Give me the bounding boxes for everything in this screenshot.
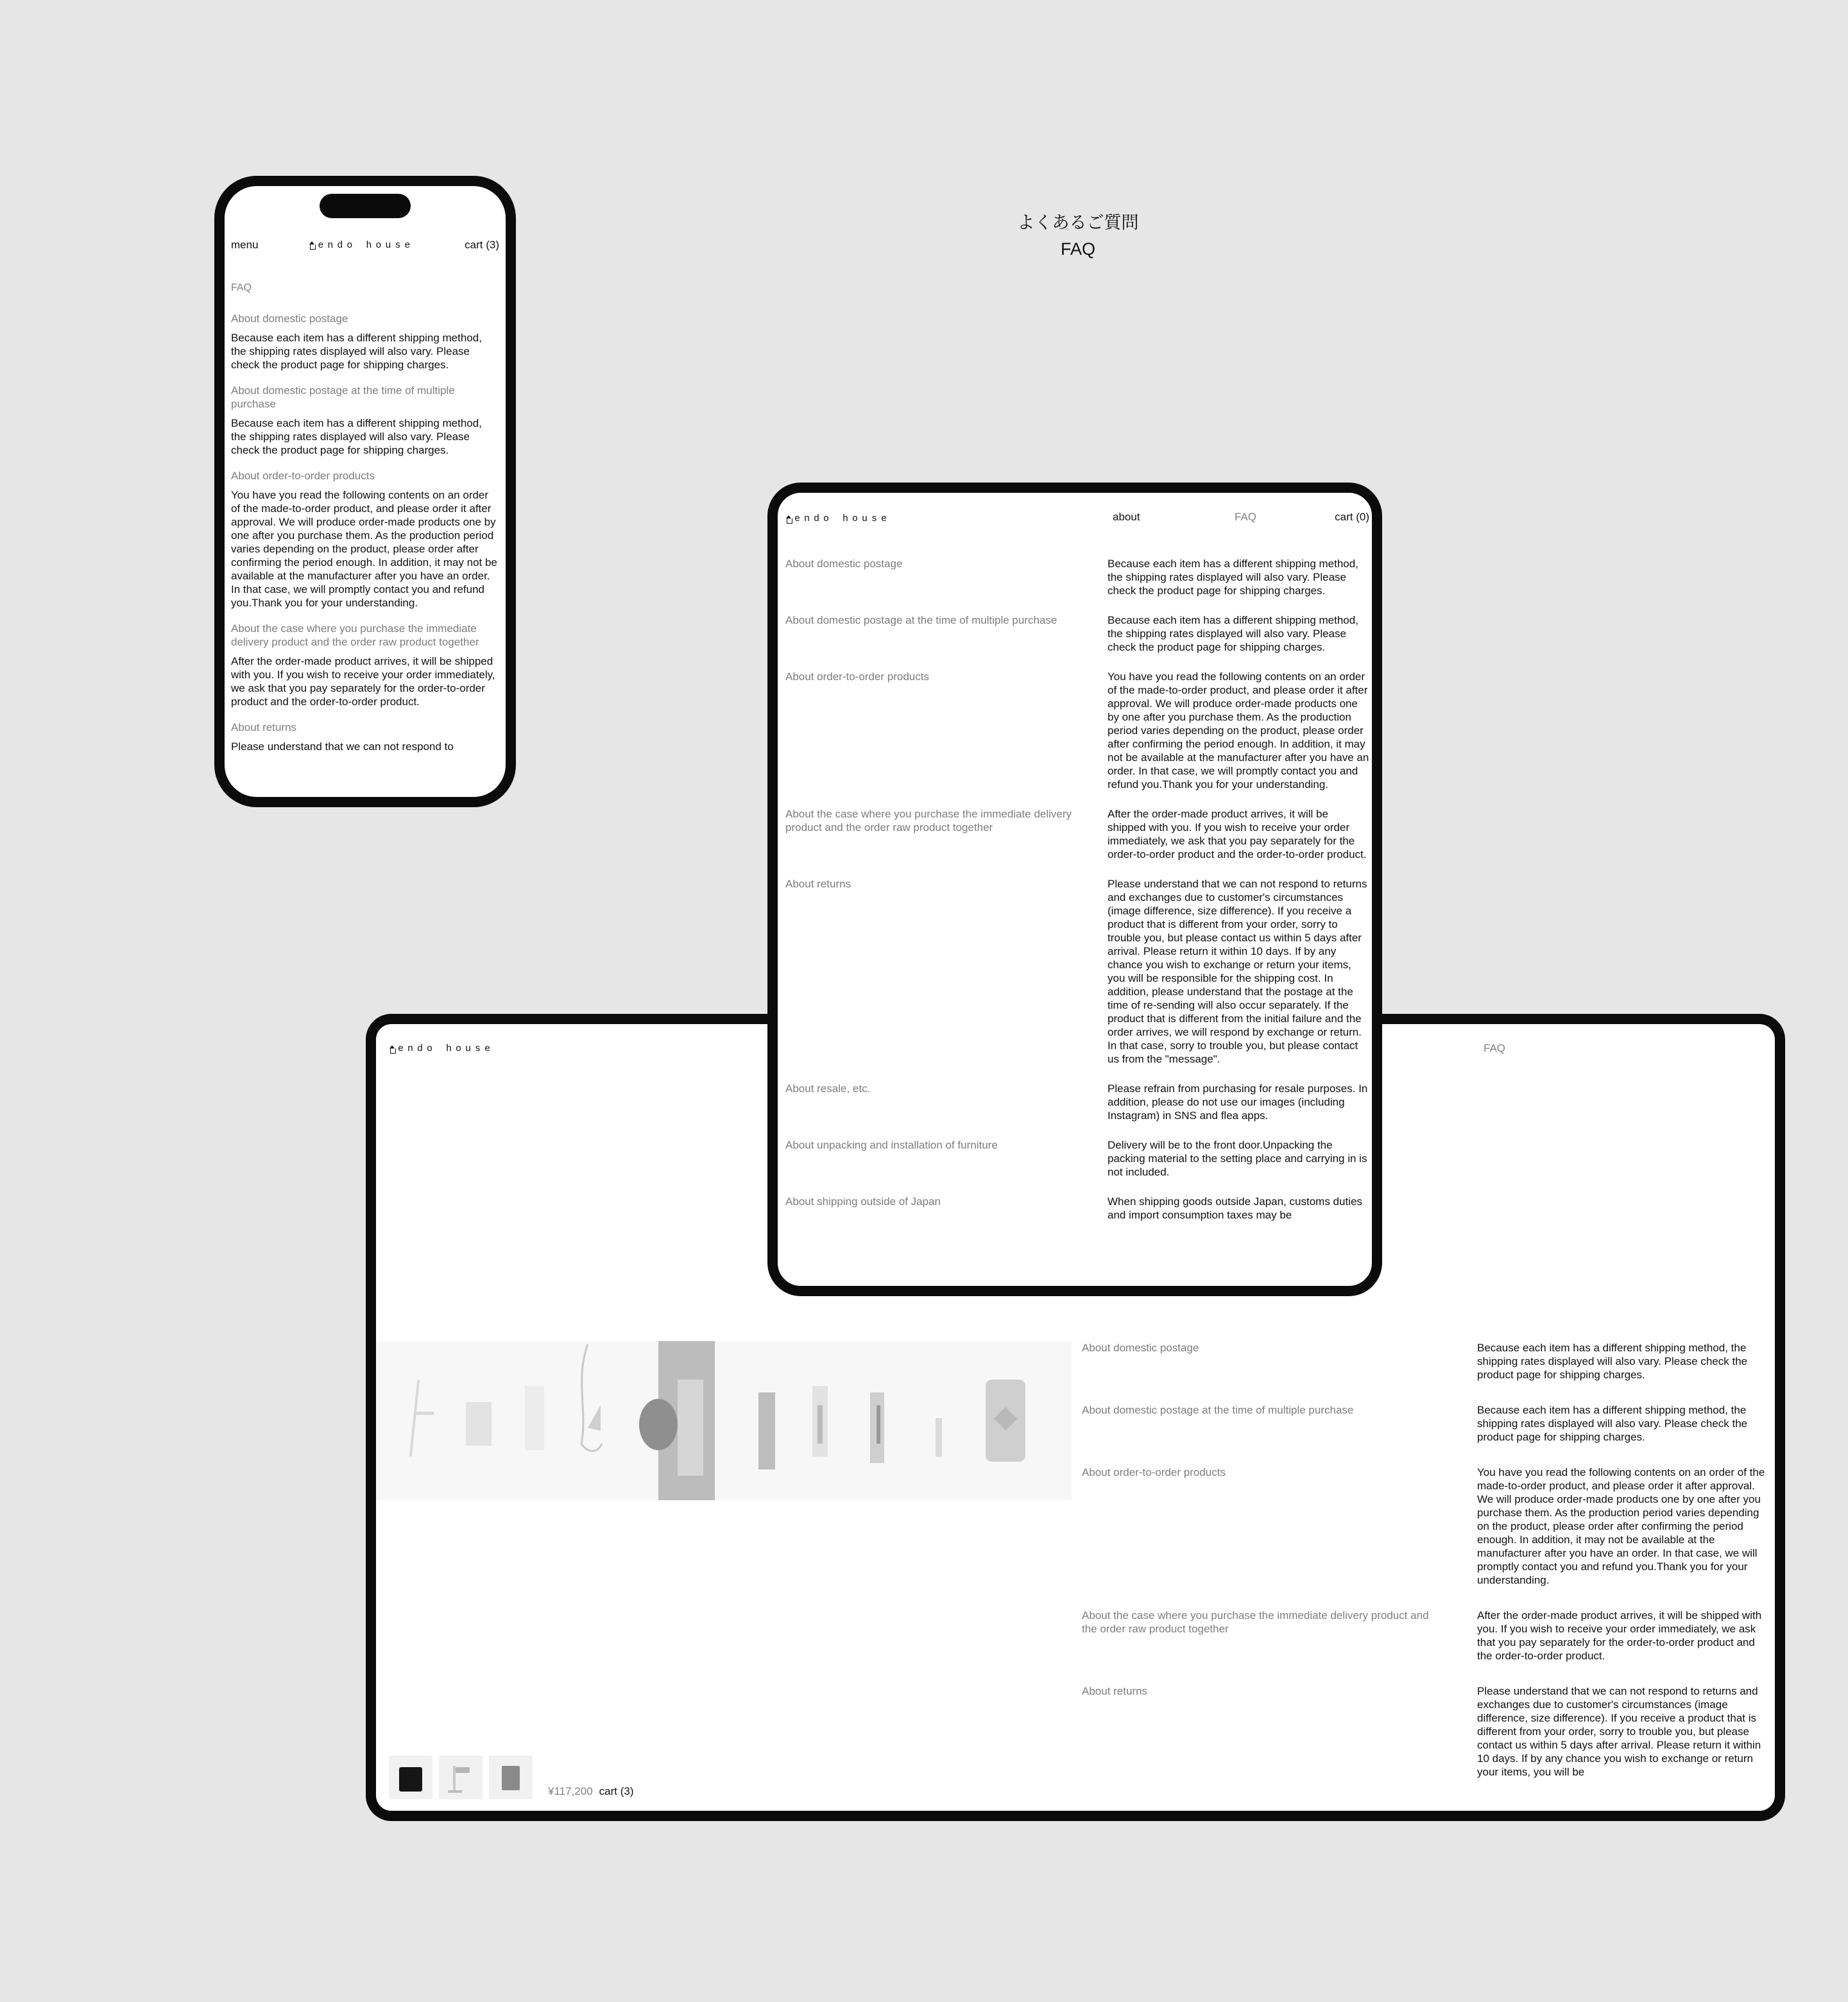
faq-question[interactable]: About domestic postage xyxy=(785,558,903,570)
nav-faq-link[interactable]: FAQ xyxy=(1235,511,1257,523)
section-title: FAQ xyxy=(231,282,252,293)
cart-link[interactable]: cart (3) xyxy=(465,239,499,251)
faq-answer: Delivery will be to the front door.Unpacking the packing material to the setting place and carrying in is not included. xyxy=(1108,1139,1367,1178)
faq-question[interactable]: About returns xyxy=(785,878,851,890)
faq-question[interactable]: About the case where you purchase the immediate delivery product and the order raw product together xyxy=(231,622,479,648)
faq-item xyxy=(785,1138,1369,1179)
house-icon xyxy=(309,241,316,249)
faq-question[interactable]: About domestic postage xyxy=(231,312,348,325)
brand-logo-text: endo house xyxy=(398,1043,495,1054)
nav-faq-link[interactable]: FAQ xyxy=(1484,1042,1506,1054)
cart-link[interactable]: cart (0) xyxy=(1335,511,1369,523)
faq-item xyxy=(785,557,1369,597)
brand-logo[interactable] xyxy=(389,1043,494,1054)
faq-question[interactable]: About returns xyxy=(231,721,297,733)
faq-question[interactable]: About returns xyxy=(1082,1685,1148,1697)
faq-question[interactable]: About resale, etc. xyxy=(785,1082,871,1095)
product-thumb-lamp[interactable] xyxy=(439,1756,483,1799)
dynamic-island xyxy=(320,194,411,218)
phone-header xyxy=(231,239,499,252)
faq-question[interactable]: About the case where you purchase the immediate delivery product and the order raw product together xyxy=(785,808,1072,834)
house-icon xyxy=(785,515,792,523)
faq-question[interactable]: About unpacking and installation of furniture xyxy=(785,1139,998,1151)
faq-item xyxy=(785,877,1369,1066)
faq-item xyxy=(785,613,1369,654)
faq-item xyxy=(1082,1341,1768,1382)
faq-item xyxy=(1082,1403,1768,1444)
faq-answer: You have you read the following contents on an order of the made-to-order product, and please order it after approval. We will produce order-made products one by one after you purchase them. As the production period varies depending on the product, please order after confirming the period enough. In addition, it may not be available at the manufacturer after you have an order. In that case, we will promptly contact you and refund you.Thank you for your understanding. xyxy=(231,489,497,609)
faq-item xyxy=(231,312,499,372)
cart-total-price: ¥117,200 xyxy=(548,1785,593,1797)
page-heading xyxy=(950,212,1206,263)
product-thumb-box[interactable] xyxy=(489,1756,533,1799)
faq-item xyxy=(231,469,499,610)
brand-logo-text: endo house xyxy=(794,513,891,524)
faq-item xyxy=(785,1082,1369,1122)
faq-answer: Please understand that we can not respond to xyxy=(231,740,454,753)
faq-question[interactable]: About order-to-order products xyxy=(1082,1466,1226,1478)
faq-item xyxy=(231,384,499,457)
faq-item xyxy=(785,807,1369,861)
faq-answer: Because each item has a different shipping method, the shipping rates displayed will also vary. Please check the product page for shipping charges. xyxy=(1477,1342,1748,1381)
faq-answer: After the order-made product arrives, it will be shipped with you. If you wish to receive your order immediately, we ask that you pay separately for the order-to-order product and the order-to-order product. xyxy=(1477,1609,1762,1662)
page-title-jp: よくあるご質問 xyxy=(1017,213,1139,233)
phone-frame xyxy=(214,176,516,807)
faq-item xyxy=(785,670,1369,791)
product-gallery[interactable] xyxy=(376,1341,1072,1500)
faq-answer: Because each item has a different shipping method, the shipping rates displayed will also vary. Please check the product page for shipping charges. xyxy=(231,332,482,371)
faq-answer: Please refrain from purchasing for resale purposes. In addition, please do not use our images (including Instagram) in SNS and flea apps. xyxy=(1108,1082,1368,1122)
tablet-frame xyxy=(767,483,1382,1296)
faq-answer: Because each item has a different shipping method, the shipping rates displayed will also vary. Please check the product page for shipping charges. xyxy=(1108,558,1358,597)
brand-logo[interactable] xyxy=(309,240,414,251)
faq-question[interactable]: About domestic postage at the time of multiple purchase xyxy=(1082,1404,1354,1416)
product-thumb-stool[interactable] xyxy=(389,1756,432,1799)
faq-answer: Please understand that we can not respond to returns and exchanges due to customer's circumstances (image difference, size difference). If you receive a product that is different from your order, sorry to trouble you, but please contact us within 5 days after arrival. Please return it within 10 days. If by any chance you wish to exchange or return your items, you will be responsible for the shipping cost. In addition, please understand that the postage at the time of re-sending will also occur separately. If the product that is different from the initial failure and the order arrives, we will respond by exchange or return. In that case, sorry to trouble you, but please contact us from the "message". xyxy=(1108,878,1367,1065)
faq-answer: You have you read the following contents on an order of the made-to-order product, and please order it after approval. We will produce order-made products one by one after you purchase them. As the production period varies depending on the product, please order after confirming the period enough. In addition, it may not be available at the manufacturer after you have an order. In that case, we will promptly contact you and refund you.Thank you for your understanding. xyxy=(1477,1466,1765,1586)
faq-list xyxy=(1082,1341,1768,1801)
faq-list xyxy=(231,282,499,766)
menu-button[interactable]: menu xyxy=(231,239,259,251)
cart-link[interactable]: cart (3) xyxy=(599,1785,634,1797)
faq-item xyxy=(231,622,499,708)
faq-question[interactable]: About order-to-order products xyxy=(231,470,375,482)
brand-logo[interactable] xyxy=(785,513,891,524)
faq-item xyxy=(231,721,499,753)
faq-item xyxy=(785,1195,1369,1222)
faq-answer: Because each item has a different shipping method, the shipping rates displayed will also vary. Please check the product page for shipping charges. xyxy=(1477,1404,1748,1443)
faq-item xyxy=(1082,1684,1768,1779)
tablet-header xyxy=(785,511,1369,526)
faq-question[interactable]: About shipping outside of Japan xyxy=(785,1195,941,1208)
faq-answer: Please understand that we can not respond to returns and exchanges due to customer's circumstances (image difference, size difference). If you receive a product that is different from your order, sorry to trouble you, but please contact us within 5 days after arrival. Please return it within 10 days. If by any chance you wish to exchange or return your items, you will be xyxy=(1477,1685,1761,1778)
faq-answer: After the order-made product arrives, it will be shipped with you. If you wish to receive your order immediately, we ask that you pay separately for the order-to-order product and the order-to-order product. xyxy=(231,655,495,708)
nav-about-link[interactable]: about xyxy=(1113,511,1140,523)
page-title-en: FAQ xyxy=(1060,239,1095,259)
faq-question[interactable]: About domestic postage at the time of multiple purchase xyxy=(785,614,1057,626)
product-gallery-image xyxy=(376,1341,1072,1500)
faq-item xyxy=(1082,1466,1768,1587)
cart-bar xyxy=(389,1756,634,1799)
faq-question[interactable]: About domestic postage xyxy=(1082,1342,1199,1354)
faq-answer: Because each item has a different shipping method, the shipping rates displayed will also vary. Please check the product page for shipping charges. xyxy=(1108,614,1358,653)
faq-list xyxy=(785,557,1369,1238)
faq-answer: Because each item has a different shipping method, the shipping rates displayed will also vary. Please check the product page for shipping charges. xyxy=(231,417,482,456)
faq-answer: You have you read the following contents on an order of the made-to-order product, and please order it after approval. We will produce order-made products one by one after you purchase them. As the production period varies depending on the product, please order after confirming the period enough. In addition, it may not be available at the manufacturer after you have an order. In that case, we will promptly contact you and refund you.Thank you for your understanding. xyxy=(1108,671,1369,791)
house-icon xyxy=(389,1045,396,1053)
faq-question[interactable]: About domestic postage at the time of multiple purchase xyxy=(231,384,455,410)
faq-question[interactable]: About the case where you purchase the immediate delivery product and the order raw product together xyxy=(1082,1609,1429,1635)
faq-answer: When shipping goods outside Japan, customs duties and import consumption taxes may be xyxy=(1108,1195,1362,1221)
faq-item xyxy=(1082,1609,1768,1663)
faq-answer: After the order-made product arrives, it will be shipped with you. If you wish to receive your order immediately, we ask that you pay separately for the order-to-order product and the order-to-order product. xyxy=(1108,808,1367,860)
brand-logo-text: endo house xyxy=(318,239,415,251)
faq-question[interactable]: About order-to-order products xyxy=(785,671,929,683)
